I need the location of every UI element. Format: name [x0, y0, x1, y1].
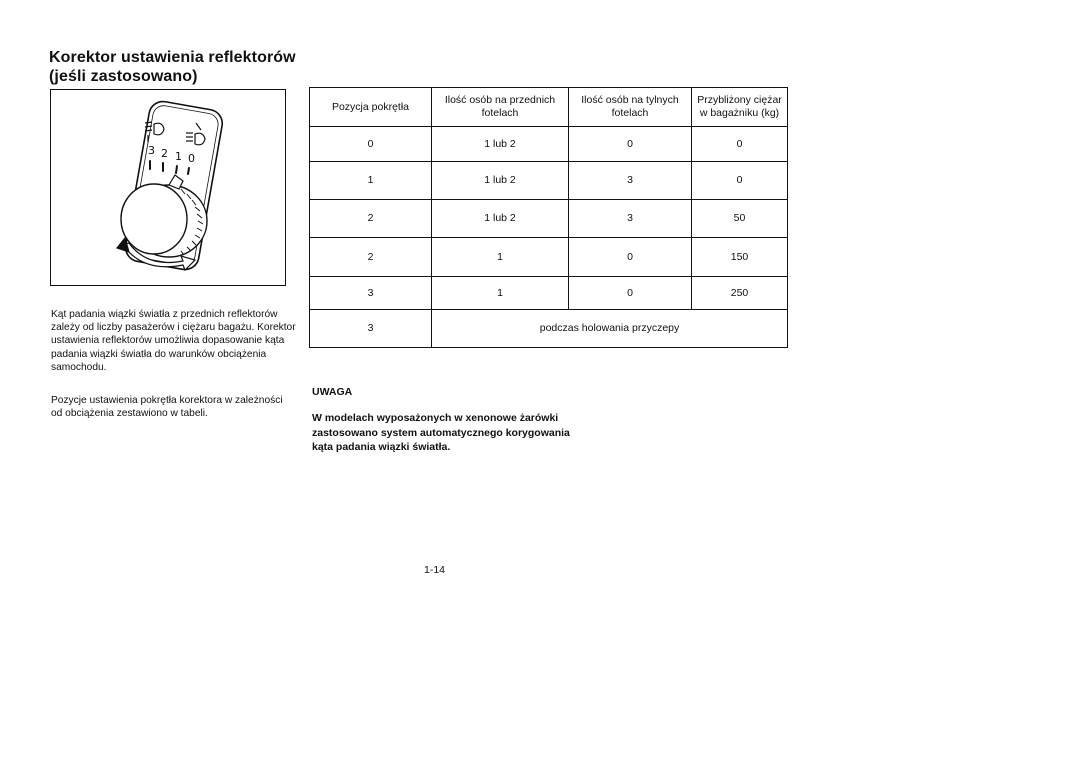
cell-luggage-weight: 250 — [692, 277, 788, 310]
page-title-line2: (jeśli zastosowano) — [49, 68, 198, 85]
header-front-seats: Ilość osób na przednich fotelach — [432, 88, 569, 127]
cell-position: 3 — [310, 310, 432, 348]
cell-position: 0 — [310, 127, 432, 162]
header-luggage-weight: Przybliżony ciężar w bagażniku (kg) — [692, 88, 788, 127]
dial-number-2: 2 — [161, 147, 168, 160]
cell-luggage-weight: 0 — [692, 162, 788, 200]
table-row — [310, 162, 788, 200]
cell-front-seats: 1 — [432, 277, 569, 310]
cell-position: 2 — [310, 238, 432, 277]
dial-knob — [121, 184, 207, 257]
header-position: Pozycja pokrętła — [310, 88, 432, 127]
cell-rear-seats: 0 — [569, 238, 692, 277]
table-row-towing — [310, 310, 788, 348]
cell-position: 3 — [310, 277, 432, 310]
cell-position: 2 — [310, 200, 432, 238]
table-row — [310, 277, 788, 310]
table-row — [310, 127, 788, 162]
cell-front-seats: 1 lub 2 — [432, 127, 569, 162]
cell-position: 1 — [310, 162, 432, 200]
cell-rear-seats: 0 — [569, 127, 692, 162]
page-number: 1-14 — [424, 564, 446, 576]
cell-front-seats: 1 lub 2 — [432, 162, 569, 200]
cell-rear-seats: 0 — [569, 277, 692, 310]
table-header-row — [310, 88, 788, 127]
headlight-leveling-dial-illustration — [51, 90, 286, 286]
cell-luggage-weight: 0 — [692, 127, 788, 162]
cell-front-seats: 1 — [432, 238, 569, 277]
table-row — [310, 238, 788, 277]
cell-luggage-weight: 50 — [692, 200, 788, 238]
dial-number-0: 0 — [188, 152, 195, 165]
intro-paragraph: Kąt padania wiązki światła z przednich reflektorów zależy od liczby pasażerów i ciężaru bagażu. Korektor ustawienia reflektorów umożliwia dopasowanie kąta padania wiązki światła do warunków obciążenia samochodu. — [51, 309, 296, 373]
note-title: UWAGA — [312, 386, 353, 398]
cell-rear-seats: 3 — [569, 162, 692, 200]
table-reference-paragraph: Pozycje ustawienia pokrętła korektora w zależności od obciążenia zestawiono w tabeli. — [51, 395, 283, 420]
note-text: W modelach wyposażonych w xenonowe żarówki zastosowano system automatycznego korygowania kąta padania wiązki światła. — [312, 412, 570, 453]
table-row — [310, 200, 788, 238]
dial-number-1: 1 — [175, 150, 182, 163]
page-title-line1: Korektor ustawienia reflektorów — [49, 49, 296, 66]
cell-rear-seats: 3 — [569, 200, 692, 238]
leveling-settings-table — [309, 87, 788, 348]
cell-luggage-weight: 150 — [692, 238, 788, 277]
header-rear-seats: Ilość osób na tylnych fotelach — [569, 88, 692, 127]
page-title — [49, 48, 309, 86]
cell-towing-note: podczas holowania przyczepy — [432, 310, 788, 348]
cell-front-seats: 1 lub 2 — [432, 200, 569, 238]
dial-number-3: 3 — [148, 144, 155, 157]
figure-frame — [50, 89, 286, 286]
